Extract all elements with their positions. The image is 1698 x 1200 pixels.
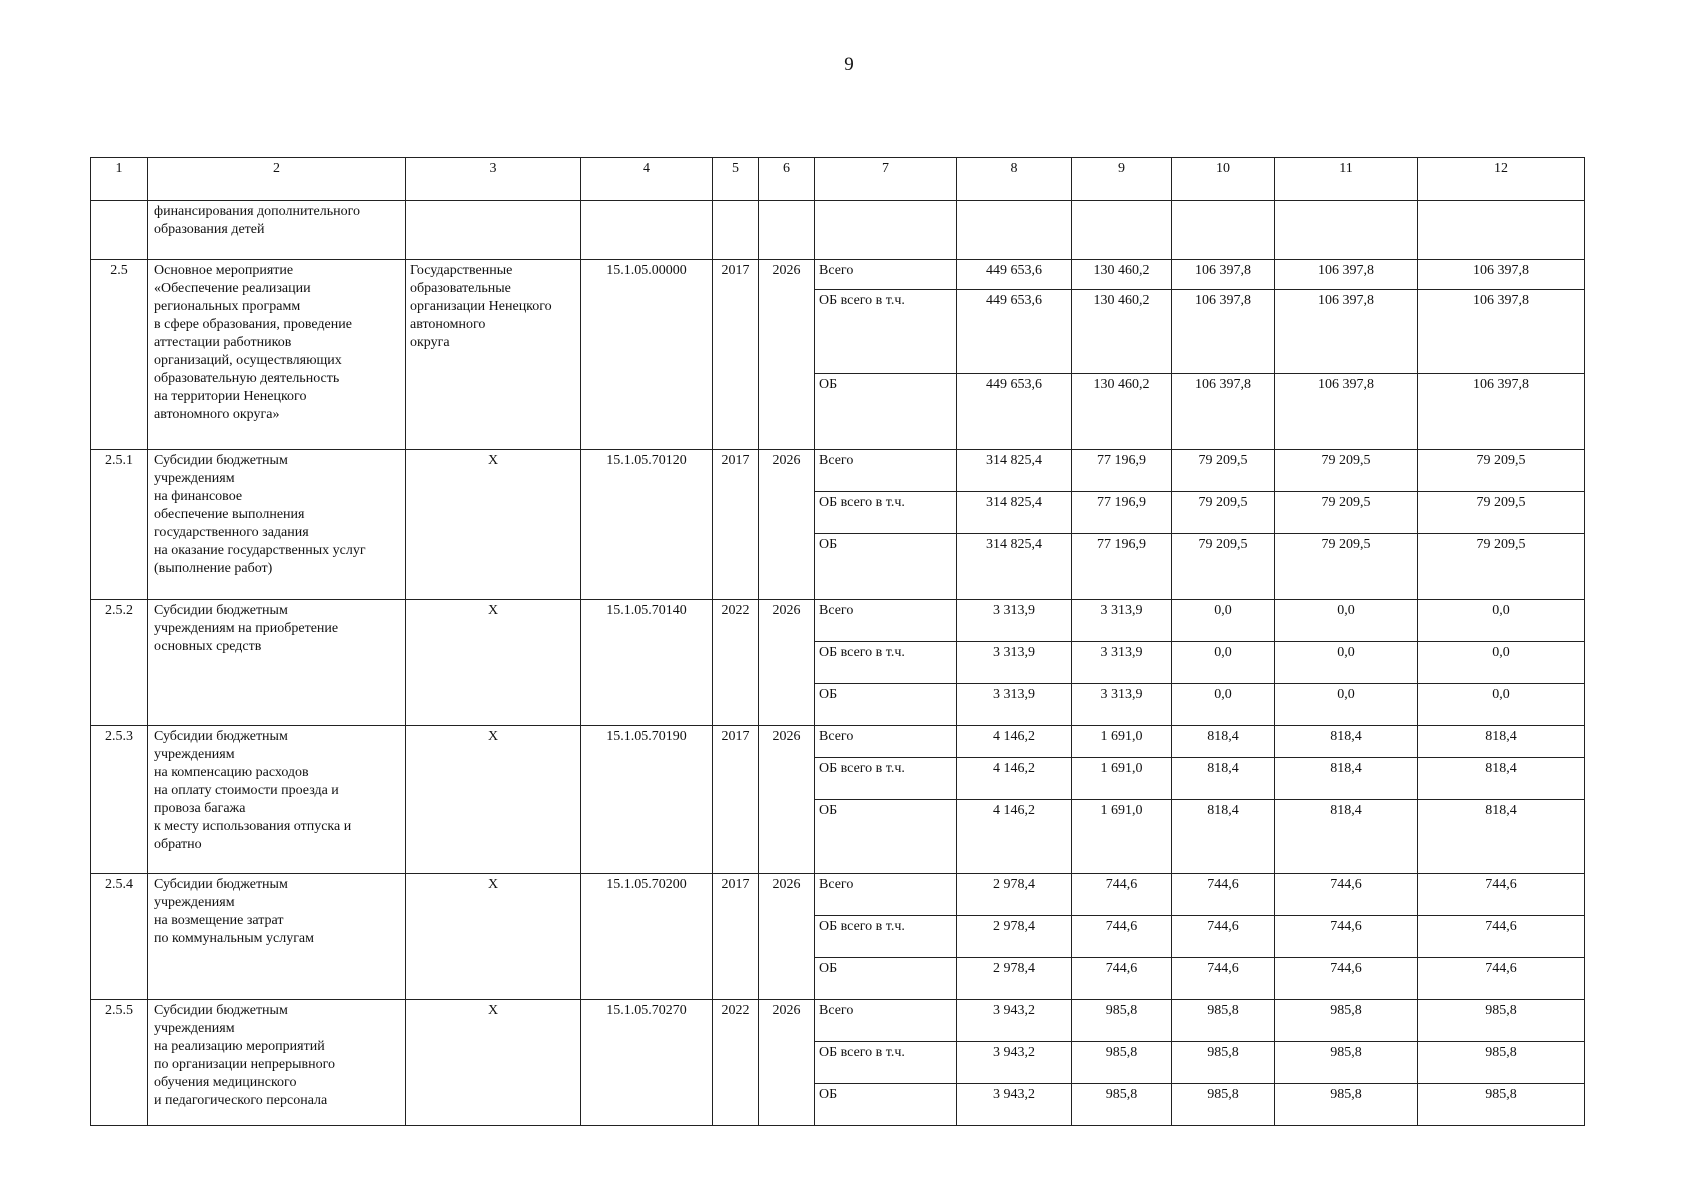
value-cell: 0,0 bbox=[1172, 684, 1275, 726]
year-end: 2026 bbox=[759, 600, 815, 726]
value-cell: 0,0 bbox=[1172, 600, 1275, 642]
value-cell: 3 943,2 bbox=[957, 1042, 1072, 1084]
header-cell: 11 bbox=[1275, 158, 1418, 201]
measure-name: Основное мероприятие «Обеспечение реализации региональных программ в сфере образования, проведение аттестации работников организаций, осуществляющих образовательную деятельность на территории Ненецкого автономного округа» bbox=[148, 260, 406, 450]
source-label: ОБ bbox=[815, 1084, 957, 1126]
budget-code: 15.1.05.70270 bbox=[581, 1000, 713, 1126]
value-cell: 744,6 bbox=[1072, 958, 1172, 1000]
budget-code: 15.1.05.70190 bbox=[581, 726, 713, 874]
year-start: 2017 bbox=[713, 260, 759, 450]
value-cell: 818,4 bbox=[1275, 800, 1418, 874]
header-cell: 10 bbox=[1172, 158, 1275, 201]
budget-table bbox=[90, 157, 1585, 1126]
value-cell: 77 196,9 bbox=[1072, 450, 1172, 492]
value-cell: 744,6 bbox=[1172, 958, 1275, 1000]
value-cell: 818,4 bbox=[1172, 758, 1275, 800]
value-cell: 818,4 bbox=[1418, 726, 1585, 758]
value-cell: 77 196,9 bbox=[1072, 534, 1172, 600]
measure-name: Субсидии бюджетным учреждениям на приобретение основных средств bbox=[148, 600, 406, 726]
measure-name: Субсидии бюджетным учреждениям на компенсацию расходов на оплату стоимости проезда и провоза багажа к месту использования отпуска и обратно bbox=[148, 726, 406, 874]
header-cell: 3 bbox=[406, 158, 581, 201]
executor: Х bbox=[406, 726, 581, 874]
source-label: ОБ bbox=[815, 374, 957, 450]
value-cell: 2 978,4 bbox=[957, 958, 1072, 1000]
continuation-name: финансирования дополнительного образования детей bbox=[148, 201, 406, 260]
source-label: Всего bbox=[815, 1000, 957, 1042]
header-cell: 5 bbox=[713, 158, 759, 201]
value-cell: 4 146,2 bbox=[957, 800, 1072, 874]
value-cell: 0,0 bbox=[1418, 642, 1585, 684]
page-number: 9 bbox=[844, 54, 854, 75]
source-label: ОБ bbox=[815, 958, 957, 1000]
row-number: 2.5 bbox=[91, 260, 148, 450]
value-cell: 985,8 bbox=[1072, 1000, 1172, 1042]
value-cell: 0,0 bbox=[1172, 642, 1275, 684]
value-cell: 818,4 bbox=[1275, 758, 1418, 800]
value-cell: 79 209,5 bbox=[1172, 492, 1275, 534]
value-cell: 985,8 bbox=[1072, 1084, 1172, 1126]
year-start: 2017 bbox=[713, 450, 759, 600]
value-cell: 106 397,8 bbox=[1275, 374, 1418, 450]
year-end: 2026 bbox=[759, 726, 815, 874]
table-row bbox=[91, 1000, 1585, 1042]
table-row bbox=[91, 600, 1585, 642]
value-cell: 818,4 bbox=[1172, 726, 1275, 758]
source-label: ОБ всего в т.ч. bbox=[815, 758, 957, 800]
source-label: ОБ bbox=[815, 684, 957, 726]
value-cell: 2 978,4 bbox=[957, 874, 1072, 916]
executor: Х bbox=[406, 450, 581, 600]
value-cell: 130 460,2 bbox=[1072, 290, 1172, 374]
value-cell: 0,0 bbox=[1418, 600, 1585, 642]
value-cell: 79 209,5 bbox=[1418, 450, 1585, 492]
table-row bbox=[91, 450, 1585, 492]
budget-code: 15.1.05.70140 bbox=[581, 600, 713, 726]
value-cell: 79 209,5 bbox=[1275, 450, 1418, 492]
value-cell: 106 397,8 bbox=[1172, 374, 1275, 450]
empty-cell bbox=[815, 201, 957, 260]
header-cell: 7 bbox=[815, 158, 957, 201]
empty-cell bbox=[91, 201, 148, 260]
year-start: 2017 bbox=[713, 874, 759, 1000]
value-cell: 3 313,9 bbox=[1072, 600, 1172, 642]
value-cell: 4 146,2 bbox=[957, 726, 1072, 758]
empty-cell bbox=[957, 201, 1072, 260]
value-cell: 4 146,2 bbox=[957, 758, 1072, 800]
executor: Х bbox=[406, 874, 581, 1000]
empty-cell bbox=[406, 201, 581, 260]
empty-cell bbox=[1172, 201, 1275, 260]
value-cell: 3 943,2 bbox=[957, 1084, 1072, 1126]
value-cell: 744,6 bbox=[1275, 874, 1418, 916]
header-cell: 9 bbox=[1072, 158, 1172, 201]
value-cell: 106 397,8 bbox=[1418, 374, 1585, 450]
source-label: Всего bbox=[815, 260, 957, 290]
year-start: 2022 bbox=[713, 600, 759, 726]
value-cell: 130 460,2 bbox=[1072, 374, 1172, 450]
header-cell: 6 bbox=[759, 158, 815, 201]
measure-name: Субсидии бюджетным учреждениям на реализацию мероприятий по организации непрерывного обучения медицинского и педагогического персонала bbox=[148, 1000, 406, 1126]
table-row bbox=[91, 726, 1585, 758]
empty-cell bbox=[1072, 201, 1172, 260]
value-cell: 744,6 bbox=[1418, 874, 1585, 916]
header-row bbox=[91, 158, 1585, 201]
executor: Х bbox=[406, 1000, 581, 1126]
source-label: ОБ всего в т.ч. bbox=[815, 1042, 957, 1084]
value-cell: 744,6 bbox=[1172, 916, 1275, 958]
value-cell: 79 209,5 bbox=[1418, 534, 1585, 600]
value-cell: 3 313,9 bbox=[957, 684, 1072, 726]
value-cell: 818,4 bbox=[1275, 726, 1418, 758]
value-cell: 77 196,9 bbox=[1072, 492, 1172, 534]
value-cell: 744,6 bbox=[1172, 874, 1275, 916]
value-cell: 985,8 bbox=[1418, 1084, 1585, 1126]
value-cell: 3 313,9 bbox=[957, 642, 1072, 684]
value-cell: 985,8 bbox=[1275, 1042, 1418, 1084]
value-cell: 3 313,9 bbox=[957, 600, 1072, 642]
value-cell: 0,0 bbox=[1275, 600, 1418, 642]
row-number: 2.5.2 bbox=[91, 600, 148, 726]
empty-cell bbox=[581, 201, 713, 260]
value-cell: 1 691,0 bbox=[1072, 800, 1172, 874]
header-cell: 2 bbox=[148, 158, 406, 201]
value-cell: 130 460,2 bbox=[1072, 260, 1172, 290]
source-label: ОБ всего в т.ч. bbox=[815, 642, 957, 684]
value-cell: 0,0 bbox=[1275, 642, 1418, 684]
row-number: 2.5.1 bbox=[91, 450, 148, 600]
value-cell: 314 825,4 bbox=[957, 534, 1072, 600]
source-label: ОБ всего в т.ч. bbox=[815, 916, 957, 958]
value-cell: 985,8 bbox=[1072, 1042, 1172, 1084]
value-cell: 818,4 bbox=[1172, 800, 1275, 874]
year-end: 2026 bbox=[759, 1000, 815, 1126]
row-number: 2.5.4 bbox=[91, 874, 148, 1000]
value-cell: 79 209,5 bbox=[1275, 534, 1418, 600]
value-cell: 818,4 bbox=[1418, 800, 1585, 874]
source-label: Всего bbox=[815, 600, 957, 642]
executor: Х bbox=[406, 600, 581, 726]
value-cell: 744,6 bbox=[1072, 916, 1172, 958]
value-cell: 744,6 bbox=[1418, 916, 1585, 958]
measure-name: Субсидии бюджетным учреждениям на возмещение затрат по коммунальным услугам bbox=[148, 874, 406, 1000]
executor: Государственные образовательные организации Ненецкого автономного округа bbox=[406, 260, 581, 450]
source-label: Всего bbox=[815, 450, 957, 492]
source-label: ОБ всего в т.ч. bbox=[815, 290, 957, 374]
value-cell: 106 397,8 bbox=[1172, 290, 1275, 374]
value-cell: 985,8 bbox=[1275, 1084, 1418, 1126]
value-cell: 1 691,0 bbox=[1072, 726, 1172, 758]
value-cell: 314 825,4 bbox=[957, 450, 1072, 492]
value-cell: 449 653,6 bbox=[957, 260, 1072, 290]
header-cell: 12 bbox=[1418, 158, 1585, 201]
value-cell: 314 825,4 bbox=[957, 492, 1072, 534]
value-cell: 744,6 bbox=[1275, 958, 1418, 1000]
row-number: 2.5.5 bbox=[91, 1000, 148, 1126]
table-row bbox=[91, 260, 1585, 290]
value-cell: 106 397,8 bbox=[1275, 260, 1418, 290]
value-cell: 3 313,9 bbox=[1072, 642, 1172, 684]
row-number: 2.5.3 bbox=[91, 726, 148, 874]
budget-code: 15.1.05.70120 bbox=[581, 450, 713, 600]
header-cell: 4 bbox=[581, 158, 713, 201]
value-cell: 2 978,4 bbox=[957, 916, 1072, 958]
value-cell: 1 691,0 bbox=[1072, 758, 1172, 800]
value-cell: 106 397,8 bbox=[1418, 260, 1585, 290]
year-end: 2026 bbox=[759, 874, 815, 1000]
value-cell: 818,4 bbox=[1418, 758, 1585, 800]
source-label: ОБ всего в т.ч. bbox=[815, 492, 957, 534]
value-cell: 106 397,8 bbox=[1275, 290, 1418, 374]
value-cell: 449 653,6 bbox=[957, 374, 1072, 450]
empty-cell bbox=[759, 201, 815, 260]
value-cell: 79 209,5 bbox=[1172, 534, 1275, 600]
header-cell: 1 bbox=[91, 158, 148, 201]
source-label: Всего bbox=[815, 874, 957, 916]
source-label: ОБ bbox=[815, 534, 957, 600]
budget-code: 15.1.05.70200 bbox=[581, 874, 713, 1000]
empty-cell bbox=[1275, 201, 1418, 260]
value-cell: 985,8 bbox=[1172, 1042, 1275, 1084]
value-cell: 79 209,5 bbox=[1275, 492, 1418, 534]
header-cell: 8 bbox=[957, 158, 1072, 201]
empty-cell bbox=[1418, 201, 1585, 260]
value-cell: 449 653,6 bbox=[957, 290, 1072, 374]
value-cell: 3 943,2 bbox=[957, 1000, 1072, 1042]
value-cell: 744,6 bbox=[1072, 874, 1172, 916]
value-cell: 985,8 bbox=[1172, 1000, 1275, 1042]
table-row bbox=[91, 874, 1585, 916]
source-label: ОБ bbox=[815, 800, 957, 874]
value-cell: 3 313,9 bbox=[1072, 684, 1172, 726]
value-cell: 106 397,8 bbox=[1418, 290, 1585, 374]
year-start: 2017 bbox=[713, 726, 759, 874]
value-cell: 985,8 bbox=[1418, 1042, 1585, 1084]
source-label: Всего bbox=[815, 726, 957, 758]
budget-code: 15.1.05.00000 bbox=[581, 260, 713, 450]
value-cell: 985,8 bbox=[1418, 1000, 1585, 1042]
value-cell: 0,0 bbox=[1275, 684, 1418, 726]
measure-name: Субсидии бюджетным учреждениям на финансовое обеспечение выполнения государственного задания на оказание государственных услуг (выполнение работ) bbox=[148, 450, 406, 600]
value-cell: 985,8 bbox=[1275, 1000, 1418, 1042]
value-cell: 744,6 bbox=[1275, 916, 1418, 958]
year-end: 2026 bbox=[759, 260, 815, 450]
empty-cell bbox=[713, 201, 759, 260]
continuation-row bbox=[91, 201, 1585, 260]
value-cell: 106 397,8 bbox=[1172, 260, 1275, 290]
year-start: 2022 bbox=[713, 1000, 759, 1126]
year-end: 2026 bbox=[759, 450, 815, 600]
value-cell: 0,0 bbox=[1418, 684, 1585, 726]
value-cell: 744,6 bbox=[1418, 958, 1585, 1000]
value-cell: 985,8 bbox=[1172, 1084, 1275, 1126]
value-cell: 79 209,5 bbox=[1418, 492, 1585, 534]
value-cell: 79 209,5 bbox=[1172, 450, 1275, 492]
